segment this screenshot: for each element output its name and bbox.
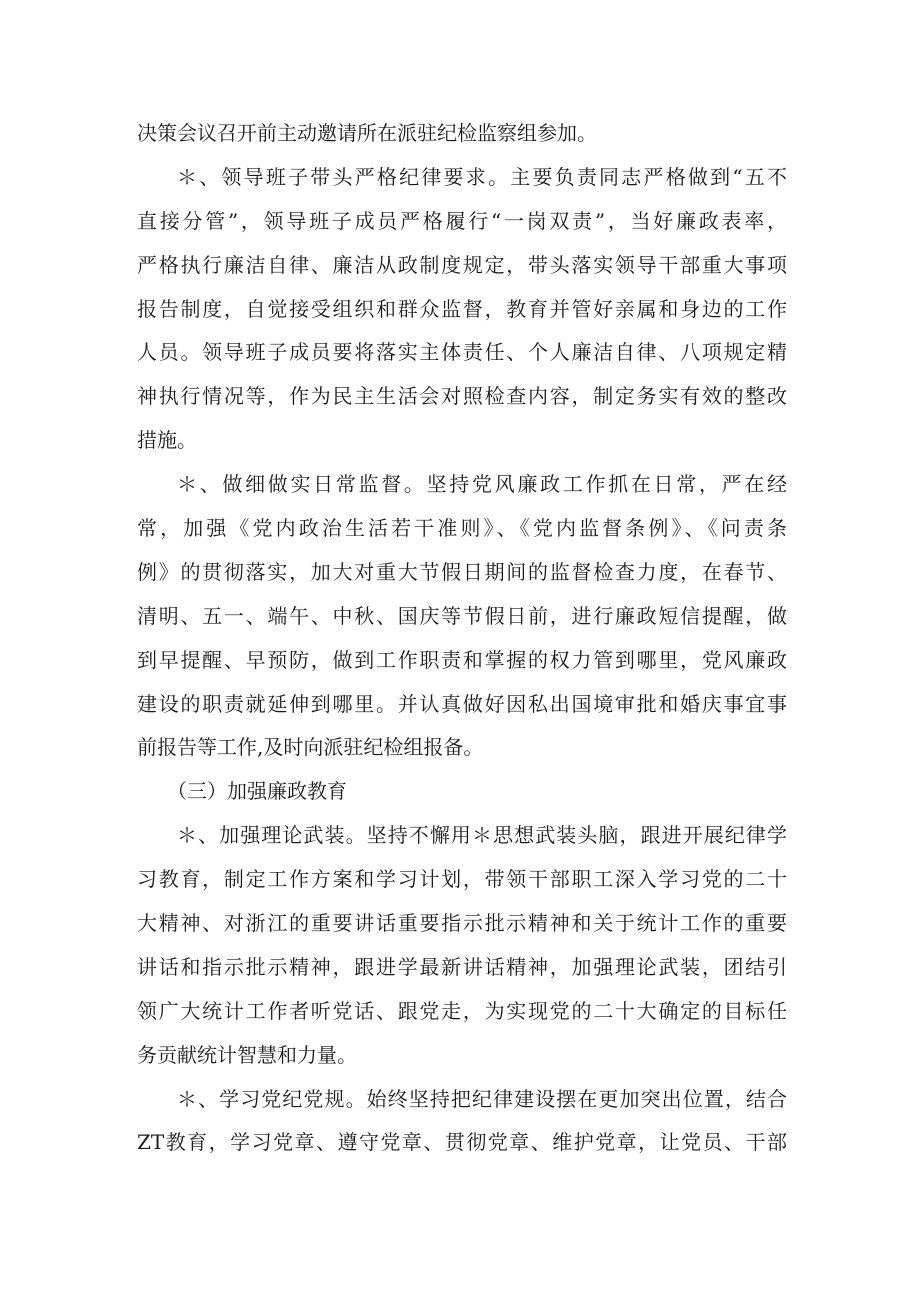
document-body	[137, 112, 787, 1165]
paragraph-start-line: ＊、领导班子带头严格纪律要求。主要负责同志严格做到“五不	[177, 164, 787, 189]
text-line: 大精神、对浙江的重要讲话重要指示批示精神和关于统计工作的重要	[137, 911, 787, 936]
paragraph-start-line: ＊、学习党纪党规。始终坚持把纪律建设摆在更加突出位置，结合	[177, 1086, 787, 1111]
text-line: 神执行情况等，作为民主生活会对照检查内容，制定务实有效的整改	[137, 384, 787, 409]
text-line: 到早提醒、早预防，做到工作职责和掌握的权力管到哪里，党风廉政	[137, 647, 787, 672]
text-line: 直接分管”，领导班子成员严格履行“一岗双责”，当好廉政表率，	[137, 208, 787, 233]
text-line: 人员。领导班子成员要将落实主体责任、个人廉洁自律、八项规定精	[137, 340, 787, 365]
text-line: 习教育，制定工作方案和学习计划，带领干部职工深入学习党的二十	[137, 867, 787, 892]
text-line: 建设的职责就延伸到哪里。并认真做好因私出国境审批和婚庆事宜事	[137, 691, 787, 716]
text-line: 报告制度，自觉接受组织和群众监督，教育并管好亲属和身边的工作	[137, 296, 787, 321]
text-line: 决策会议召开前主动邀请所在派驻纪检监察组参加。	[137, 121, 597, 145]
paragraph-start-line: ＊、做细做实日常监督。坚持党风廉政工作抓在日常，严在经	[177, 472, 787, 497]
text-line: 常，加强《党内政治生活若干准则》、《党内监督条例》、《问责条	[137, 516, 787, 541]
text-line: 务贡献统计智慧和力量。	[137, 1042, 357, 1067]
text-line: ZT教育，学习党章、遵守党章、贯彻党章、维护党章，让党员、干部	[137, 1130, 787, 1155]
text-line: 例》的贯彻落实，加大对重大节假日期间的监督检查力度，在春节、	[137, 559, 787, 584]
text-line: 严格执行廉洁自律、廉洁从政制度规定，带头落实领导干部重大事项	[137, 252, 787, 277]
text-line: 前报告等工作,及时向派驻纪检组报备。	[137, 735, 484, 760]
text-line: 领广大统计工作者听党话、跟党走，为实现党的二十大确定的目标任	[137, 998, 787, 1023]
paragraph-start-line: ＊、加强理论武装。坚持不懈用＊思想武装头脑，跟进开展纪律学	[177, 823, 787, 848]
text-line: 措施。	[137, 428, 197, 453]
text-line: 清明、五一、端午、中秋、国庆等节假日前，进行廉政短信提醒，做	[137, 603, 787, 628]
text-line: 讲话和指示批示精神，跟进学最新讲话精神，加强理论武装，团结引	[137, 954, 787, 979]
section-heading: （三）加强廉政教育	[167, 779, 347, 804]
